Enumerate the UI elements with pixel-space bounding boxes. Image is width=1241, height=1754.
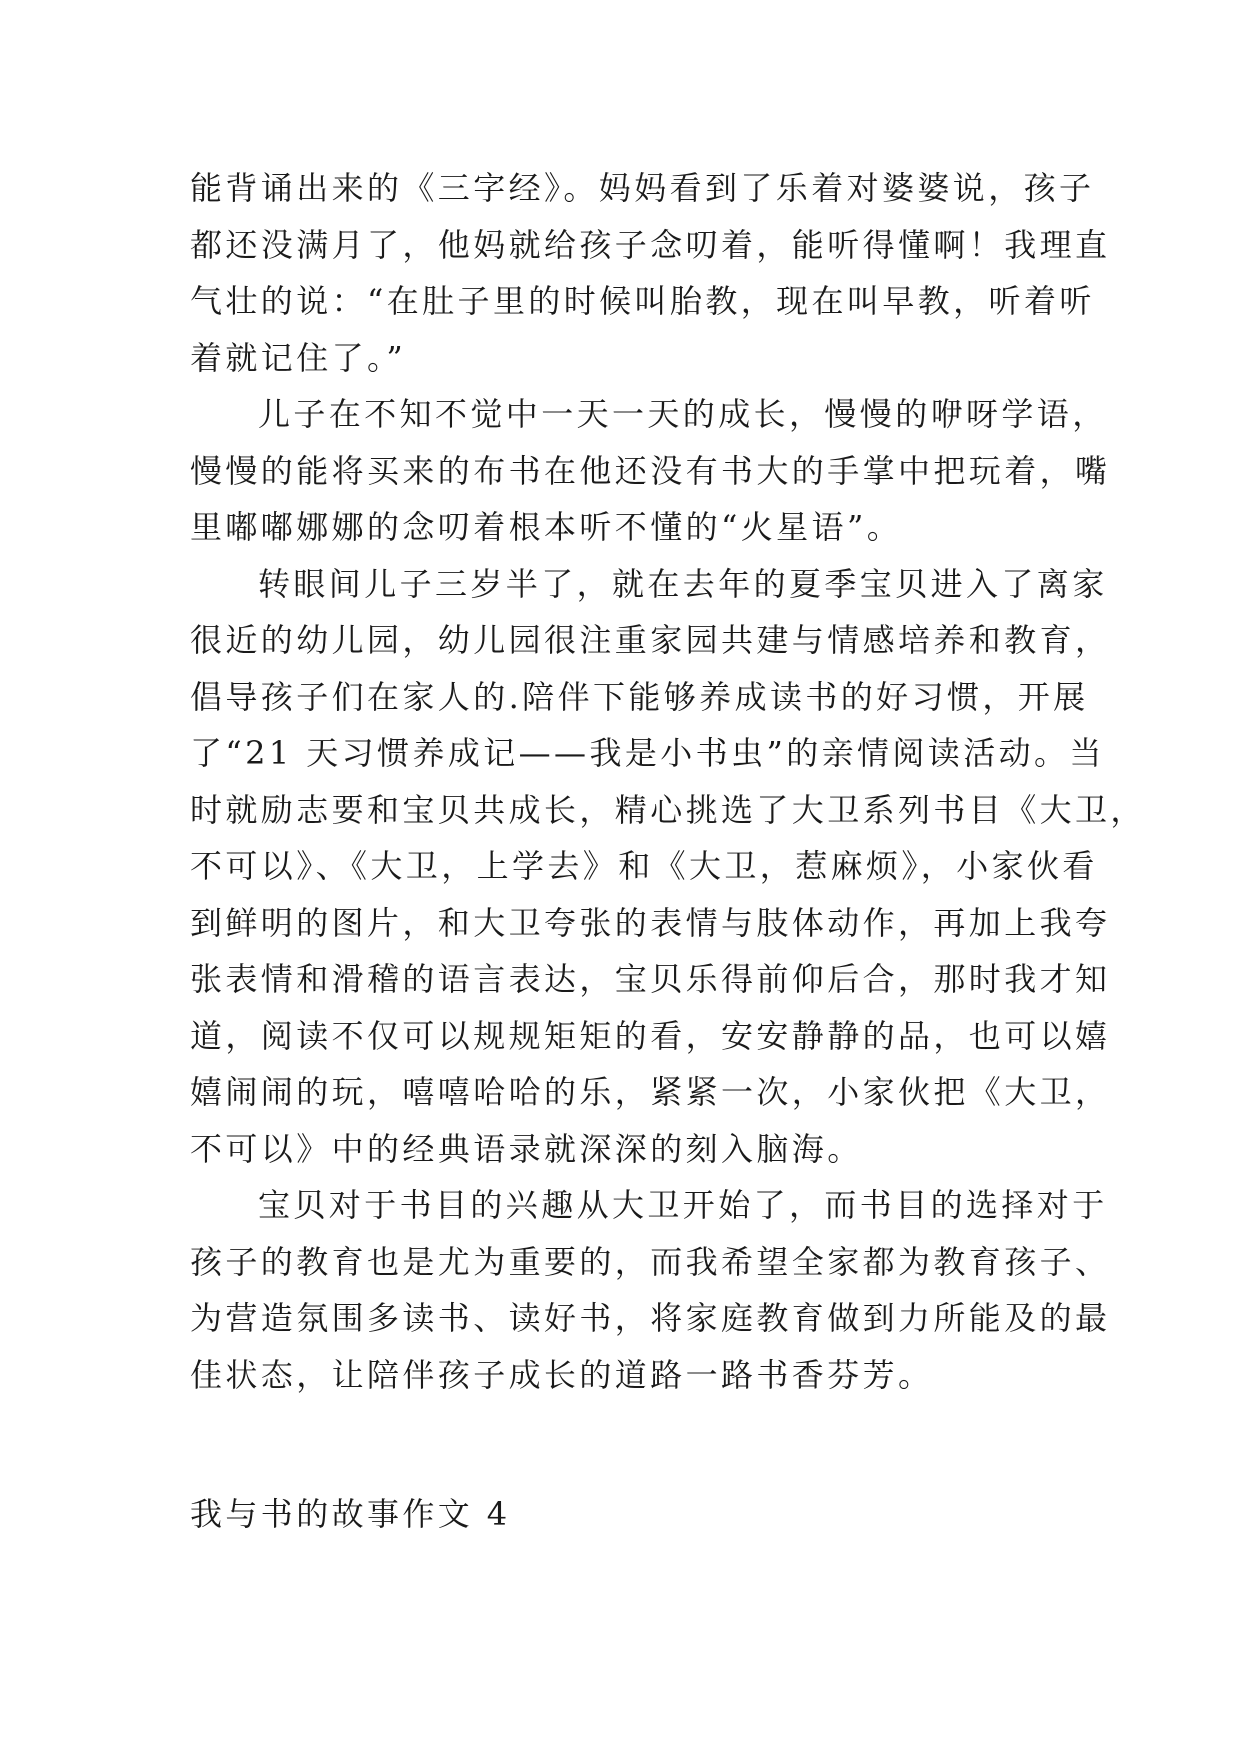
text-line: 佳状态，让陪伴孩子成长的道路一路书香芬芳。 [190,1355,934,1394]
text-line: 慢慢的能将买来的布书在他还没有书大的手掌中把玩着，嘴 [190,451,1111,490]
text-line: 嬉闹闹的玩，嘻嘻哈哈的乐，紧紧一次，小家伙把《大卫， [190,1073,1111,1111]
text-line: 到鲜明的图片，和大卫夸张的表情与肢体动作，再加上我夸 [190,903,1111,942]
text-line: 转眼间儿子三岁半了，就在去年的夏季宝贝进入了离家 [258,564,1108,603]
paragraph [190,386,1111,556]
text-line: 不可以》、《大卫，上学去》和《大卫，惹麻烦》，小家伙看 [190,847,1098,885]
section-heading: 我与书的故事作文 4 [190,1495,511,1533]
paragraph [190,1177,1111,1403]
text-line: 倡导孩子们在家人的.陪伴下能够养成读书的好习惯，开展 [190,677,1089,716]
paragraph [190,556,1146,1178]
text-line: 不可以》中的经典语录就深深的刻入脑海。 [190,1129,863,1168]
text-line: 时就励志要和宝贝共成长，精心挑选了大卫系列书目《大卫， [190,790,1146,829]
text-line: 张表情和滑稽的语言表达，宝贝乐得前仰后合，那时我才知 [190,960,1111,998]
text-line: 道，阅读不仅可以规规矩矩的看，安安静静的品，也可以嬉 [190,1016,1111,1055]
text-line: 里嘟嘟娜娜的念叨着根本听不懂的“火星语”。 [190,508,903,546]
text-line: 了“21 天习惯养成记——我是小书虫”的亲情阅读活动。当 [190,734,1105,772]
text-line: 儿子在不知不觉中一天一天的成长，慢慢的咿呀学语， [258,395,1108,433]
text-line: 着就记住了。” [190,338,407,377]
text-line: 能背诵出来的《三字经》。妈妈看到了乐着对婆婆说，孩子 [190,169,1095,207]
text-line: 都还没满月了，他妈就给孩子念叨着，能听得懂啊！我理直 [190,225,1111,264]
body-text [190,160,1146,1403]
text-line: 孩子的教育也是尤为重要的，而我希望全家都为教育孩子、 [190,1242,1111,1281]
text-line: 宝贝对于书目的兴趣从大卫开始了，而书目的选择对于 [258,1186,1108,1224]
paragraph [190,160,1111,386]
text-line: 气壮的说：“在肚子里的时候叫胎教，现在叫早教，听着听 [190,282,1095,320]
text-line: 为营造氛围多读书、读好书，将家庭教育做到力所能及的最 [190,1299,1111,1337]
text-line: 很近的幼儿园，幼儿园很注重家园共建与情感培养和教育， [190,621,1111,659]
